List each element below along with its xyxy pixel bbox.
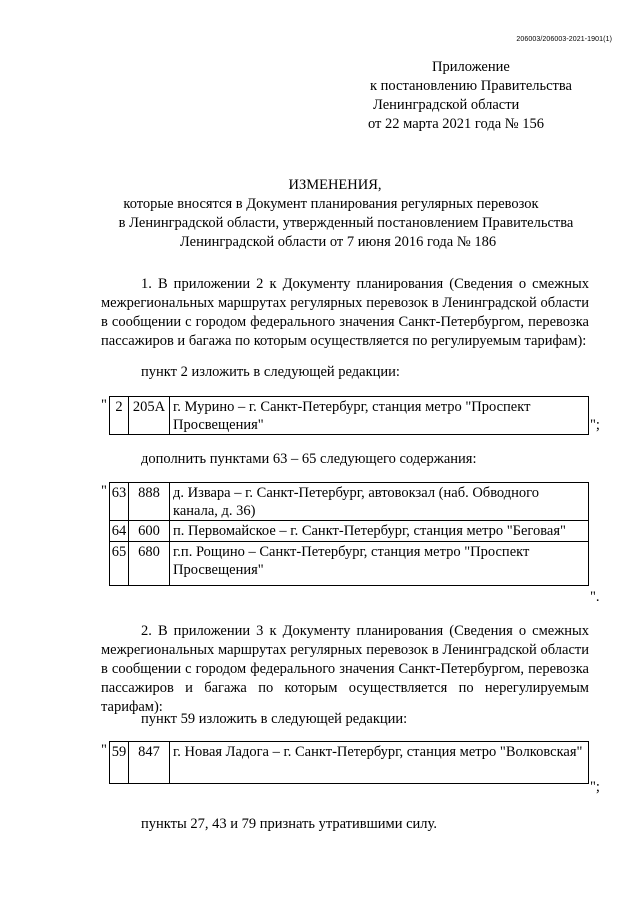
section-2-final: пункты 27, 43 и 79 признать утратившими силу.	[141, 816, 437, 832]
section-1-paragraph	[101, 275, 589, 351]
cell-number: 63	[110, 483, 129, 521]
appendix-block	[368, 58, 572, 134]
cell-route: 600	[129, 521, 170, 542]
cell-route: 888	[129, 483, 170, 521]
cell-number: 2	[110, 397, 129, 435]
cell-number: 64	[110, 521, 129, 542]
cell-description: г. Новая Ладога – г. Санкт-Петербург, станция метро "Волковская"	[170, 742, 589, 784]
cell-route: 205А	[129, 397, 170, 435]
close-period: ".	[590, 589, 600, 605]
open-quote: "	[101, 742, 107, 758]
cell-route: 680	[129, 542, 170, 586]
heading-line: Ленинградской области от 7 июня 2016 года № 186	[179, 234, 497, 250]
cell-route: 847	[129, 742, 170, 784]
routes-table-c	[109, 741, 589, 784]
table-row	[110, 483, 589, 521]
section-1-instruction: пункт 2 изложить в следующей редакции:	[141, 364, 400, 380]
document-heading	[0, 176, 640, 252]
cell-description: д. Извара – г. Санкт-Петербург, автовокзал (наб. Обводного канала, д. 36)	[170, 483, 589, 521]
heading-title: ИЗМЕНЕНИЯ,	[288, 177, 382, 193]
section-2-instruction: пункт 59 изложить в следующей редакции:	[141, 711, 408, 727]
open-quote: "	[101, 397, 107, 413]
appendix-line-region: Ленинградской области	[373, 97, 520, 113]
document-id: 206003/206003-2021-1901(1)	[516, 36, 612, 43]
section-2-paragraph	[101, 622, 589, 717]
cell-description: г. Мурино – г. Санкт-Петербург, станция метро "Проспект Просвещения"	[170, 397, 589, 435]
cell-number: 59	[110, 742, 129, 784]
table-row	[110, 521, 589, 542]
heading-line: в Ленинградской области, утвержденный постановлением Правительства	[118, 215, 574, 231]
cell-number: 65	[110, 542, 129, 586]
open-quote: "	[101, 483, 107, 499]
section-1-instruction-2: дополнить пунктами 63 – 65 следующего содержания:	[141, 451, 477, 467]
cell-description: г.п. Рощино – Санкт-Петербург, станция метро "Проспект Просвещения"	[170, 542, 589, 586]
close-semicolon: ";	[590, 417, 600, 433]
section-1-text: 1. В приложении 2 к Документу планирования (Сведения о смежных межрегиональных маршрутах регулярных перевозок в Ленинградской области в сообщении с городом федерального значения Санкт-Петербургом, перевозка пассажиров и багажа по которым осуществляется по регулируемым тарифам):	[101, 276, 589, 349]
table-row	[110, 397, 589, 435]
close-semicolon: ";	[590, 779, 600, 795]
cell-description: п. Первомайское – г. Санкт-Петербург, станция метро "Беговая"	[170, 521, 589, 542]
appendix-line-date: от 22 марта 2021 года № 156	[368, 116, 544, 132]
section-2-text: 2. В приложении 3 к Документу планирования (Сведения о смежных межрегиональных маршрутах регулярных перевозок в Ленинградской области в сообщении с городом федерального значения Санкт-Петербургом, перевозка пассажиров и багажа по которым осуществляется по нерегулируемым тарифам):	[101, 623, 589, 715]
routes-table-b	[109, 482, 589, 586]
appendix-title: Приложение	[432, 59, 510, 75]
routes-table-a	[109, 396, 589, 435]
appendix-line-resolution: к постановлению Правительства	[370, 78, 572, 94]
heading-line: которые вносятся в Документ планирования регулярных перевозок	[123, 196, 539, 212]
table-row	[110, 742, 589, 784]
table-row	[110, 542, 589, 586]
